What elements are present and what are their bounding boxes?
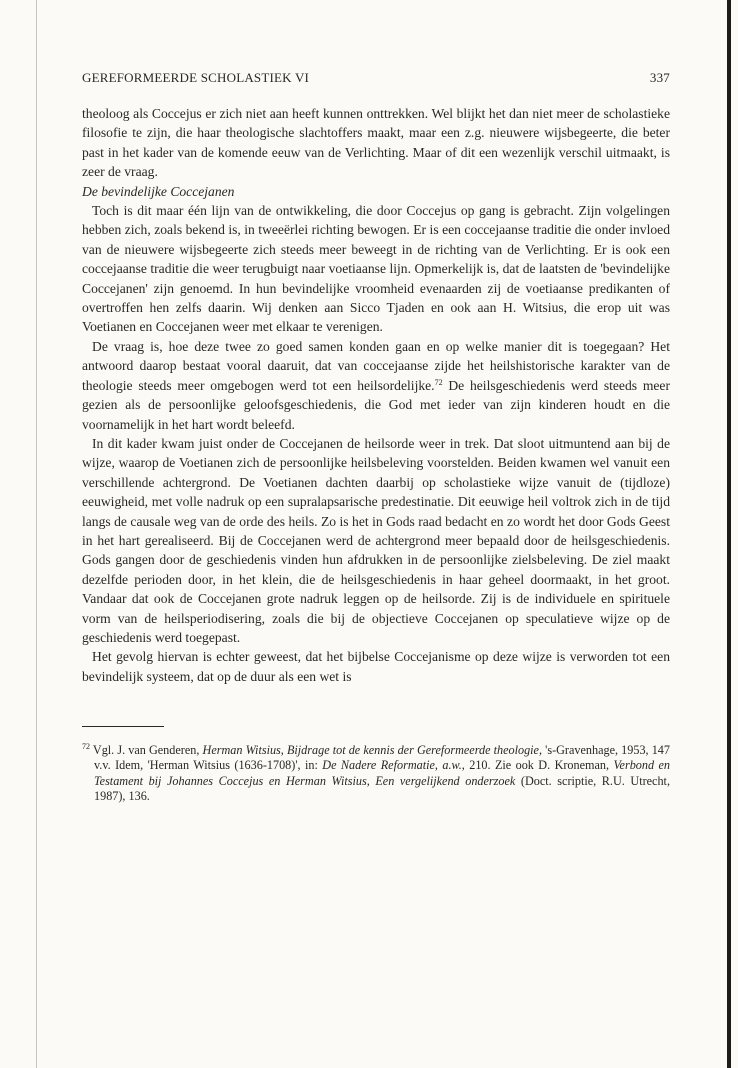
footnote-title-1: Herman Witsius, Bijdrage tot de kennis der Gereformeerde theologie, — [202, 743, 543, 758]
paragraph-3-part-a: De vraag is, hoe deze twee zo goed samen konden gaan en op welke manier dit is toegegaan? Het antwoord daarop bestaat vooral daaruit, dat van coccejaanse zijde het heilshistorische karakter van de theologie steeds meer omgebogen werd tot een heilsordelijke. — [82, 338, 670, 393]
footnote-text-3: 210. Zie ook D. Kroneman, — [464, 758, 614, 773]
book-page — [82, 70, 670, 804]
footnote-title-3: Verbond en Testament bij Johannes Coccejus en Herman Witsius, Een vergelijkend onderzoek — [94, 758, 671, 788]
scan-edge-right — [727, 0, 731, 1068]
paragraph-4: In dit kader kwam juist onder de Coccejanen de heilsorde weer in trek. Dat sloot uitmuntend aan bij de wijze, waarop de Voetianen zich de persoonlijke heilsbeleving voorstelden. Beiden kwamen wel vanuit een verschillende achtergrond. De Voetianen dachten daarbij op scholastieke wijze vanuit de (tijdloze) eeuwigheid, met volle nadruk op een supralapsarische predestinatie. Dit eeuwige heil voltrok zich in de tijd langs de causale weg van de orde des heils. Zo is het in Gods raad bedacht en zo wordt het door Gods Geest in het hart gerealiseerd. Bij de Coccejanen werd de achtergrond meer bepaald door de heilsgeschiedenis. Gods gangen door de geschiedenis vinden hun afdrukken in de persoonlijke zielsbeleving. De ziel maakt dezelfde perioden door, in het klein, die de heilsgeschiedenis in haar geheel doormaakt, in het groot. Vandaar dat ook de Coccejanen grote nadruk leggen op de heilsorde. Zij is de individuele en spirituele vorm van de heilsperiodisering, zoals die bij de objectieve Coccejanen op speculatieve wijze op de geschiedenis werd toegepast. — [82, 435, 670, 645]
footnote-text-4: (Doct. scriptie, R.U. Utrecht, 1987), 136. — [94, 773, 670, 803]
paragraph-3-part-b: De heilsgeschiedenis werd steeds meer gezien als de persoonlijke geloofsgeschiedenis, die God met ieder van zijn kinderen houdt en die voornamelijk in het hart wordt beleefd. — [82, 377, 670, 432]
section-heading: De bevindelijke Coccejanen — [82, 183, 235, 199]
scan-edge-left — [36, 0, 37, 1068]
footnote-rule — [82, 726, 164, 727]
footnote-text-2: 's-Gravenhage, 1953, 147 v.v. Idem, 'Herman Witsius (1636-1708)', in: — [94, 743, 670, 773]
paragraph-2: Toch is dit maar één lijn van de ontwikkeling, die door Coccejus op gang is gebracht. Zijn volgelingen hebben zich, zoals bekend is, in tweeërlei richting bewogen. Er is een coccejaanse traditie die onder invloed van de nieuwere wijsbegeerte zich steeds meer beweegt in de richting van de Verlichting. Er is ook een coccejaanse traditie die weer terugbuigt naar voetiaanse lijn. Opmerkelijk is, dat de laatsten de 'bevindelijke Coccejanen' zijn genoemd. In hun bevindelijke vroomheid evenaarden zij de voetiaanse predikanten of overtroffen hen zelfs daarin. Wij denken aan Sicco Tjaden en ook aan H. Witsius, die erop uit was Voetianen en Coccejanen weer met elkaar te verenigen. — [82, 203, 670, 335]
footnote-72 — [82, 743, 670, 804]
footnote-number: 72 — [82, 742, 90, 752]
page-number: 337 — [649, 70, 670, 85]
running-head-title: GEREFORMEERDE SCHOLASTIEK VI — [82, 70, 310, 85]
body-text — [82, 104, 670, 686]
running-head — [82, 70, 670, 90]
paragraph-5: Het gevolg hiervan is echter geweest, dat het bijbelse Coccejanisme op deze wijze is verworden tot een bevindelijk systeem, dat op de duur als een wet is — [82, 649, 670, 684]
footnote-text-1: Vgl. J. van Genderen, — [90, 743, 203, 758]
paragraph-1: theoloog als Coccejus er zich niet aan heeft kunnen onttrekken. Wel blijkt het dan niet meer de scholastieke filosofie te zijn, die haar theologische slachtoffers maakt, maar een z.g. nieuwere wijsbegeerte, die beter past in het kader van de komende eeuw van de Verlichting. Maar of dit een wezenlijk verschil uitmaakt, is zeer de vraag. — [82, 106, 670, 180]
footnote-marker: 72 — [434, 377, 443, 387]
paragraph-3 — [82, 337, 670, 434]
footnote-title-2: De Nadere Reformatie, a.w., — [322, 758, 465, 773]
